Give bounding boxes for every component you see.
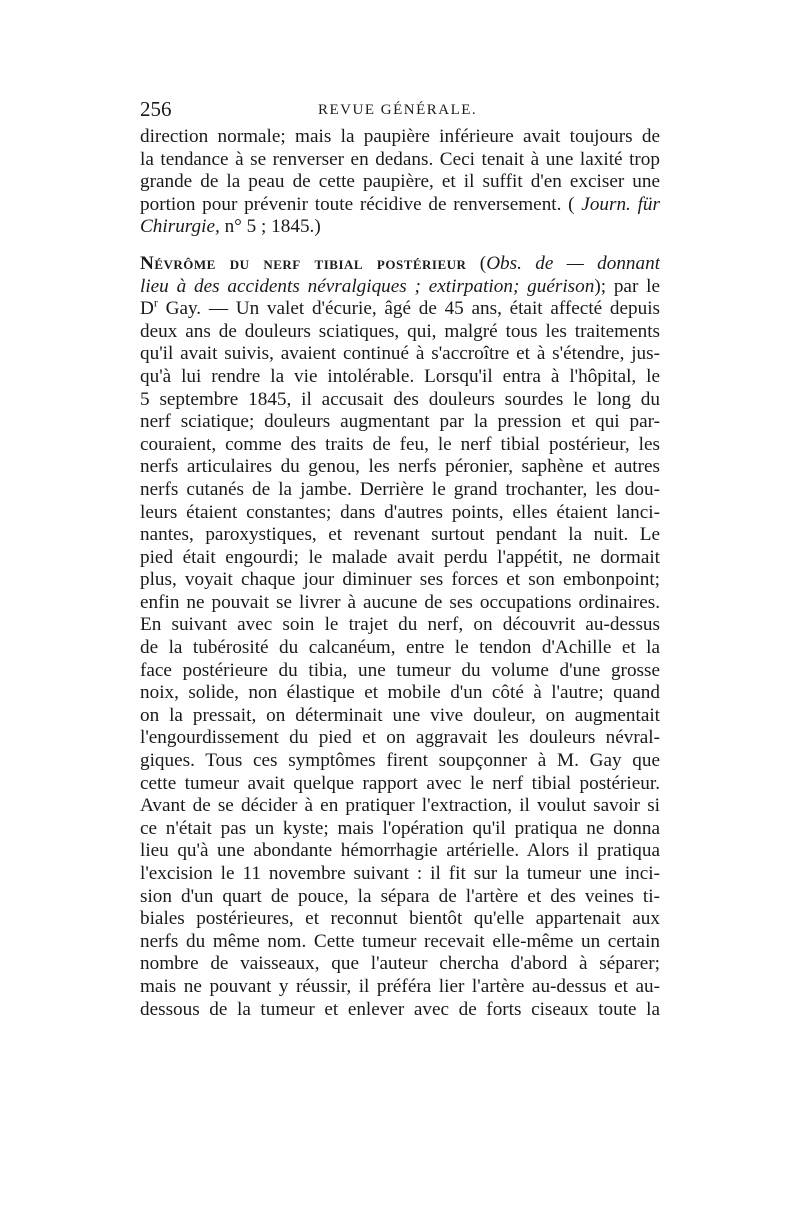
page-header [140,96,660,122]
text-line: la tendance à se renverser en dedans. Ceci tenait à une laxité trop [140,148,660,170]
text-line: l'engourdissement du pied et on aggravait les douleurs névral- [140,727,660,749]
text-line: nerfs cutanés de la jambe. Derrière le grand trochanter, les dou- [140,478,660,500]
text-line [140,253,660,276]
text-line: deux ans de douleurs sciatiques, qui, malgré tous les traitements [140,320,660,342]
superscript: r [153,298,158,310]
text-line: cette tumeur avait quelque rapport avec le nerf tibial postérieur. [140,772,660,794]
text-line: grande de la peau de cette paupière, et il suffit d'en exciser une [140,171,660,193]
text-line: biales postérieures, et reconnut bientôt qu'elle appartenait aux [140,908,660,930]
text-line: qu'il avait suivis, avaient continué à s'accroître et à s'étendre, jus- [140,343,660,365]
text-line: noix, solide, non élastique et mobile d'un côté à l'autre; quand [140,682,660,704]
text-line: lieu qu'à une abondante hémorrhagie artérielle. Alors il pratiqua [140,840,660,862]
text-line: face postérieure du tibia, une tumeur du volume d'une grosse [140,659,660,681]
text-line: l'excision le 11 novembre suivant : il fit sur la tumeur une inci- [140,863,660,884]
text-line: direction normale; mais la paupière inférieure avait toujours de [140,126,660,147]
citation-journal-cont: Chirurgie, [140,216,220,238]
text-segment: ( [466,252,487,274]
text-line [140,194,660,217]
section-title: Névrôme du nerf tibial postérieur [140,252,467,274]
text-line: sion d'un quart de pouce, la sépara de l'artère et des veines ti- [140,885,660,907]
text-segment: portion pour prévenir toute récidive de renversement. ( [140,193,575,215]
text-line: plus, voyait chaque jour diminuer ses forces et son embonpoint; [140,569,660,591]
paragraph-2 [140,253,660,1021]
text-line: 5 septembre 1845, il accusait des douleurs sourdes le long du [140,388,660,410]
text-line: dessous de la tumeur et enlever avec de forts ciseaux toute la [140,998,660,1020]
text-line: nombre de vaisseaux, que l'auteur chercha d'abord à séparer; [140,953,660,975]
text-line: nantes, paroxystiques, et revenant surtout pendant la nuit. Le [140,524,660,546]
running-title: REVUE GÉNÉRALE. [318,102,478,118]
paragraph-1 [140,126,660,239]
text-line: pied était engourdi; le malade avait perdu l'appétit, ne dormait [140,546,660,568]
paragraph-gap [140,239,660,253]
text-line: nerfs articulaires du genou, les nerfs péronier, saphène et autres [140,456,660,478]
text-line: on la pressait, on déterminait une vive douleur, on augmentait [140,704,660,726]
citation-issue: n° 5 ; 1845.) [219,216,321,238]
text-line: de la tubérosité du calcanéum, entre le tendon d'Achille et la [140,637,660,659]
text-line: nerfs du même nom. Cette tumeur recevait elle-même un certain [140,930,660,952]
text-line: couraient, comme des traits de feu, le nerf tibial postérieur, les [140,433,660,455]
section-subtitle: Obs. de — donnant [486,252,660,274]
text-line [140,276,660,299]
text-line: ce n'était pas un kyste; mais l'opération qu'il pratiqua ne donna [140,817,660,839]
section-subtitle-cont: lieu à des accidents névralgiques ; extirpation; guérison [140,275,595,297]
text-line: nerf sciatique; douleurs augmentant par la pression et qui par- [140,411,660,433]
text-segment: D [140,298,154,320]
text-line: mais ne pouvant y réussir, il préféra lier l'artère au-dessus et au- [140,975,660,997]
body-text [140,126,660,1021]
text-line: leurs étaient constantes; dans d'autres points, elles étaient lanci- [140,501,660,523]
text-line [140,216,660,239]
citation-journal: Journ. für [581,193,660,215]
text-segment: Gay. — Un valet d'écurie, âgé de 45 ans, était affecté depuis [157,298,660,320]
text-segment: ); par le [594,275,660,297]
text-line [140,298,660,321]
text-line: enfin ne pouvait se livrer à aucune de ses occupations ordinaires. [140,591,660,613]
text-line: giques. Tous ces symptômes firent soupçonner à M. Gay que [140,750,660,772]
text-line: qu'à lui rendre la vie intolérable. Lorsqu'il entra à l'hôpital, le [140,365,660,387]
page-number: 256 [140,97,172,121]
text-line: Avant de se décider à en pratiquer l'extraction, il voulut savoir si [140,795,660,817]
text-line: En suivant avec soin le trajet du nerf, on découvrit au-dessus [140,614,660,636]
